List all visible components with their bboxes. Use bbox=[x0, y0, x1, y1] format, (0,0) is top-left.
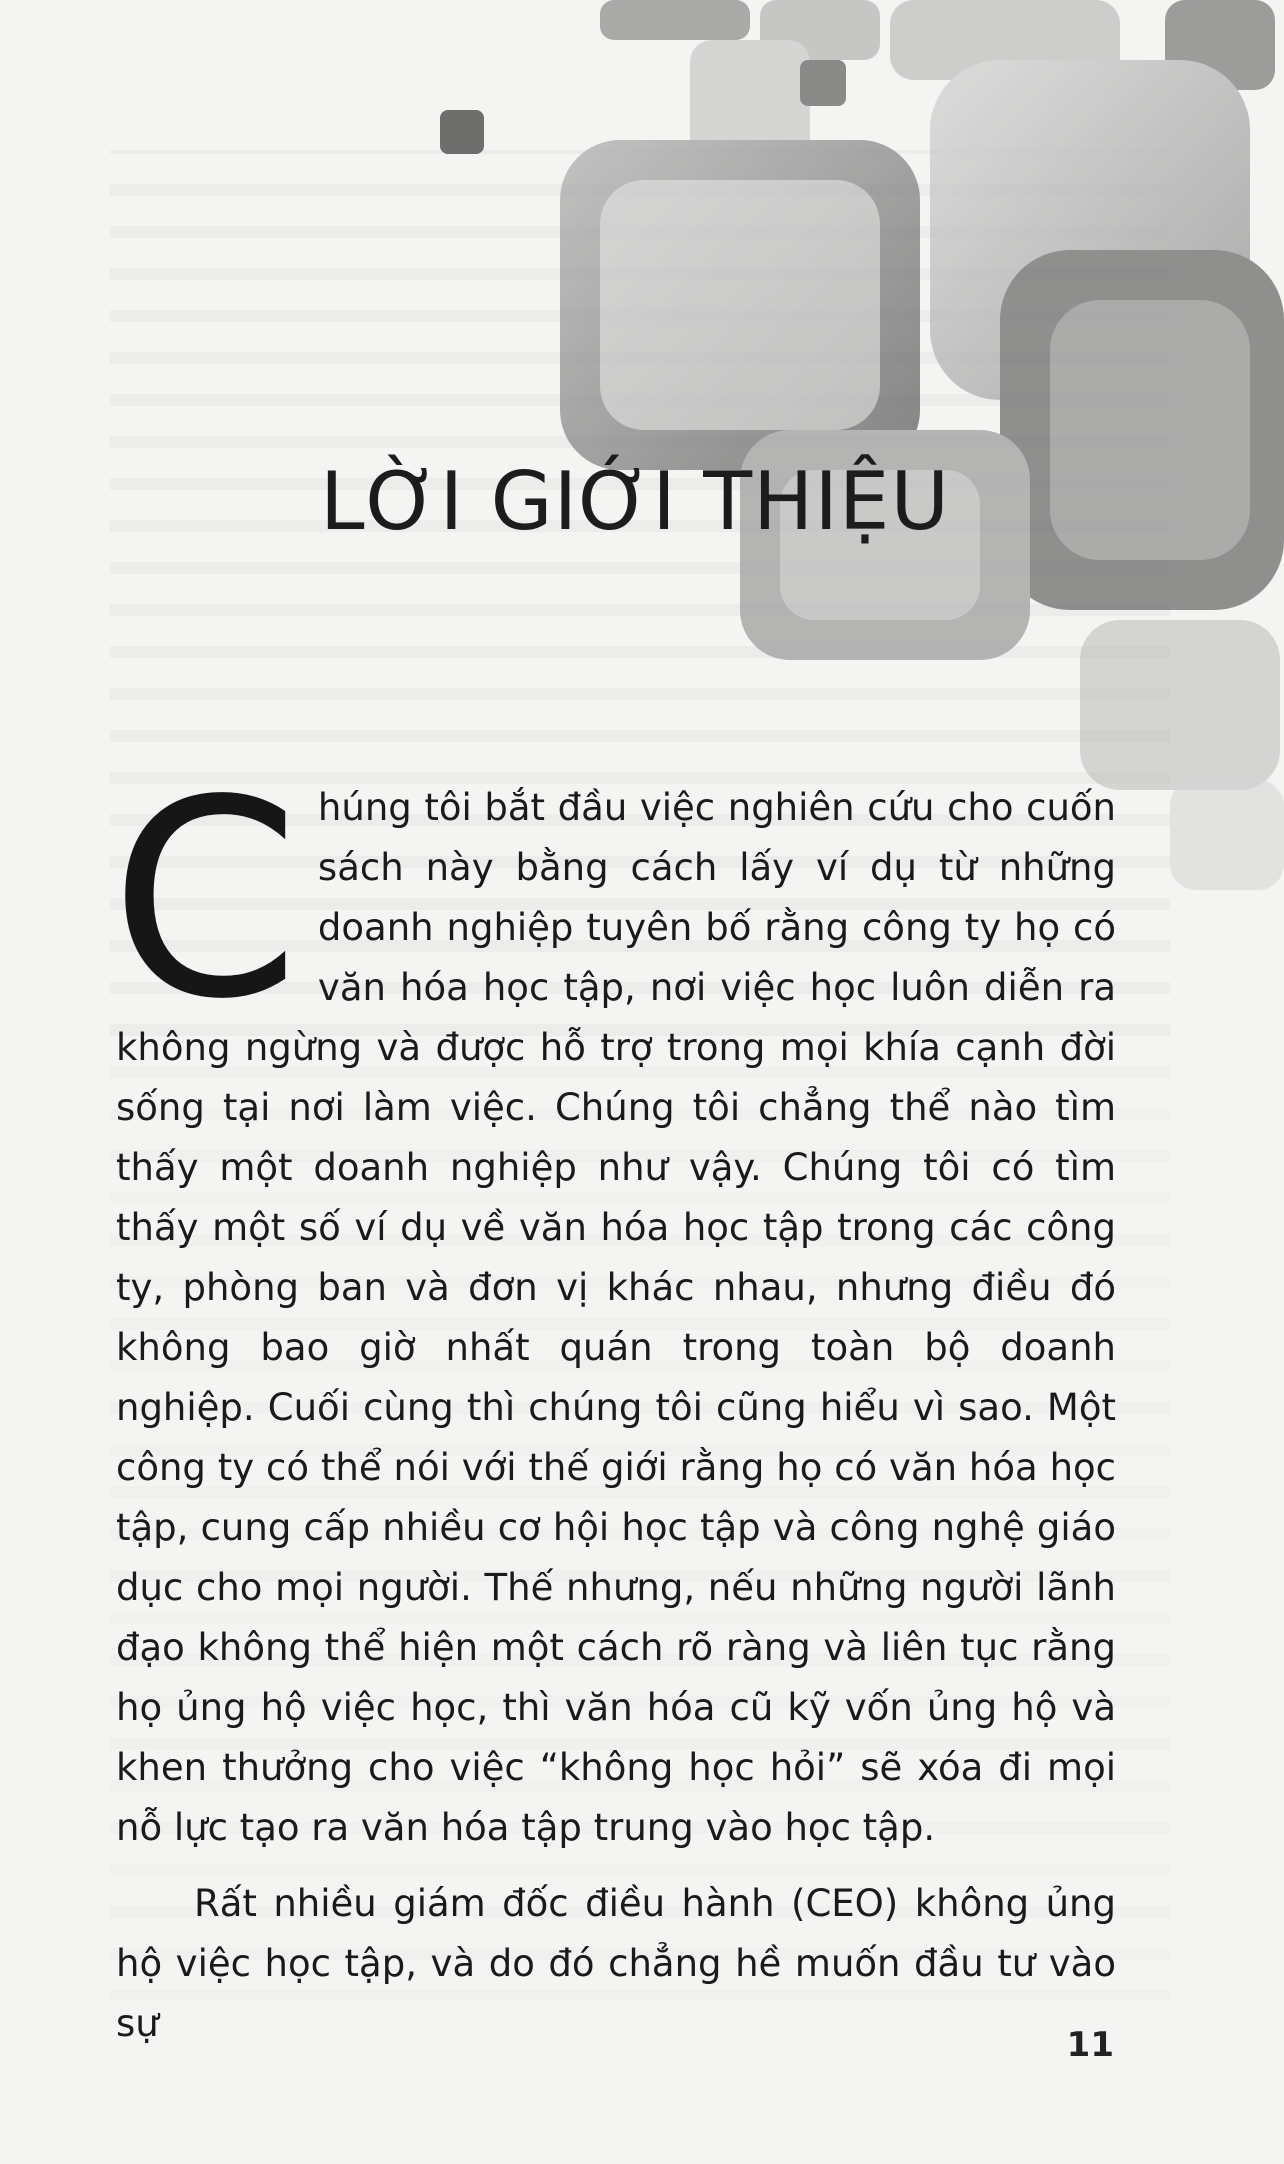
body-text bbox=[110, 743, 1116, 2054]
paragraph-1-text: húng tôi bắt đầu việc nghiên cứu cho cuốn sách này bằng cách lấy ví dụ từ những doanh nghiệp tuyên bố rằng công ty họ có văn hóa học tập, nơi việc học luôn diễn ra không ngừng và được hỗ trợ trong mọi khía cạnh đời sống tại nơi làm việc. Chúng tôi chẳng thể nào tìm thấy một doanh nghiệp như vậy. Chúng tôi có tìm thấy một số ví dụ về văn hóa học tập trong các công ty, phòng ban và đơn vị khác nhau, nhưng điều đó không bao giờ nhất quán trong toàn bộ doanh nghiệp. Cuối cùng thì chúng tôi cũng hiểu vì sao. Một công ty có thể nói với thế giới rằng họ có văn hóa học tập, cung cấp nhiều cơ hội học tập và công nghệ giáo dục cho mọi người. Thế nhưng, nếu những người lãnh đạo không thể hiện một cách rõ ràng và liên tục rằng họ ủng hộ việc học, thì văn hóa cũ kỹ vốn ủng hộ và khen thưởng cho việc “không học hỏi” sẽ xóa đi mọi nỗ lực tạo ra văn hóa tập trung vào học tập. bbox=[116, 786, 1116, 1849]
paragraph-1 bbox=[110, 743, 1116, 1858]
page-number: 11 bbox=[1066, 2025, 1114, 2065]
paragraph-2: Rất nhiều giám đốc điều hành (CEO) không ủng hộ việc học tập, và do đó chẳng hề muốn đầu tư vào sự bbox=[116, 1882, 1116, 2045]
page-title: LỜI GIỚI THIỆU bbox=[320, 455, 951, 548]
drop-cap: C bbox=[110, 743, 300, 1059]
